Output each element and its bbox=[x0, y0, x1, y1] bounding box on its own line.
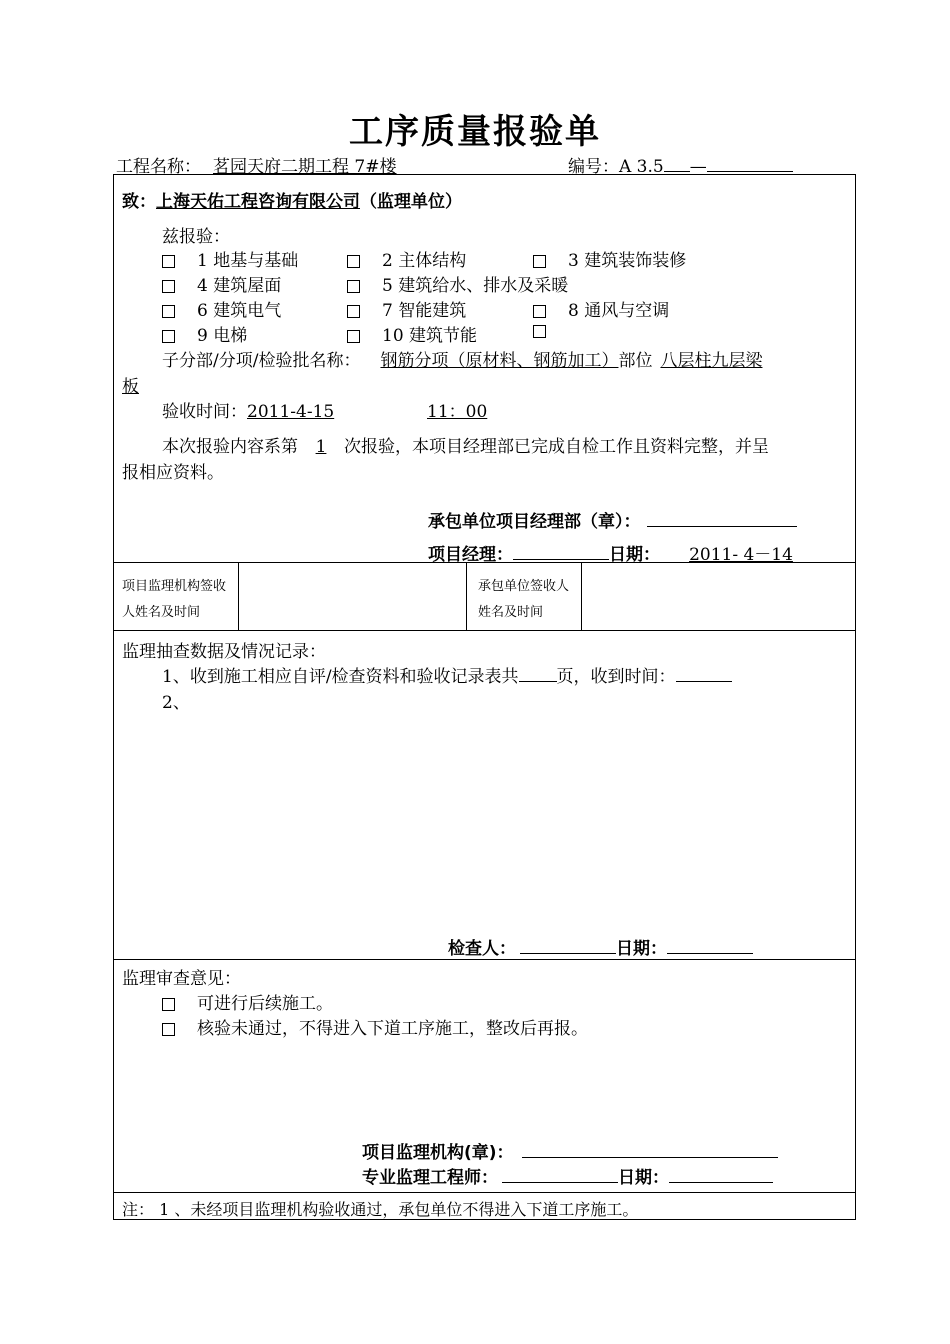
supervision-org-blank bbox=[522, 1141, 778, 1158]
engineer-date-blank bbox=[669, 1166, 773, 1183]
accept-time-row bbox=[162, 397, 532, 422]
checkbox-item-7[interactable]: 7 智能建筑 bbox=[347, 296, 466, 321]
location-value-1: 八层柱九层梁 bbox=[660, 351, 763, 371]
accept-clock: 11：00 bbox=[427, 402, 488, 422]
addressee-suffix: （监理单位） bbox=[360, 192, 462, 212]
page-count-blank bbox=[519, 665, 557, 682]
review-option-1[interactable]: 可进行后续施工。 bbox=[162, 989, 333, 1014]
accept-time-label: 验收时间： bbox=[162, 402, 247, 422]
checkbox-item-5[interactable]: 5 建筑给水、排水及采暖 bbox=[347, 271, 568, 296]
divider-section2 bbox=[113, 959, 855, 960]
engineer-label: 专业监理工程师： bbox=[362, 1168, 498, 1188]
inspector-date-blank bbox=[667, 937, 753, 954]
page-title: 工序质量报验单 bbox=[349, 112, 601, 152]
checkbox-icon[interactable] bbox=[347, 305, 360, 318]
checkbox-icon[interactable] bbox=[162, 255, 175, 268]
contractor-receiver-cell[interactable] bbox=[582, 563, 854, 629]
subitem-row bbox=[162, 346, 762, 371]
checkbox-icon[interactable] bbox=[162, 305, 175, 318]
table-right-border bbox=[855, 174, 856, 1220]
report-text-row-2: 报相应资料。 bbox=[122, 463, 224, 483]
engineer-date-label: 日期： bbox=[618, 1168, 669, 1188]
manager-row bbox=[428, 540, 822, 565]
inspector-date-label: 日期： bbox=[616, 939, 667, 959]
checkbox-item-9[interactable]: 9 电梯 bbox=[162, 321, 247, 346]
manager-date-label: 日期： bbox=[609, 545, 660, 565]
checkbox-item-2[interactable]: 2 主体结构 bbox=[347, 246, 466, 271]
checkbox-item-6[interactable]: 6 建筑电气 bbox=[162, 296, 281, 321]
manager-label: 项目经理： bbox=[428, 545, 513, 565]
supervision-receiver-cell[interactable] bbox=[239, 563, 465, 629]
number-label: 编号： bbox=[568, 157, 619, 177]
location-label: 部位 bbox=[618, 351, 653, 371]
checkbox-icon[interactable] bbox=[347, 255, 360, 268]
checkbox-icon[interactable] bbox=[162, 330, 175, 343]
number-blank-2 bbox=[707, 155, 793, 172]
addressee-row bbox=[122, 187, 462, 212]
number-prefix: A 3.5 bbox=[619, 157, 664, 177]
checkbox-icon[interactable] bbox=[347, 280, 360, 293]
checkbox-icon[interactable] bbox=[162, 1023, 175, 1036]
inspector-blank bbox=[520, 937, 616, 954]
divider-section3 bbox=[113, 1192, 855, 1193]
checkbox-item-11[interactable] bbox=[533, 321, 568, 341]
supervision-org-label: 项目监理机构(章)： bbox=[362, 1143, 514, 1163]
inspector-row bbox=[448, 934, 753, 959]
engineer-row bbox=[362, 1163, 773, 1188]
checkbox-icon[interactable] bbox=[162, 280, 175, 293]
inspection-line-1: 1、收到施工相应自评/检查资料和验收记录表共 页，收到时间： bbox=[162, 662, 732, 687]
checkbox-item-10[interactable]: 10 建筑节能 bbox=[347, 321, 477, 346]
inspection-heading: 监理抽查数据及情况记录： bbox=[122, 642, 326, 662]
number-blank-1 bbox=[664, 155, 690, 172]
checkbox-icon[interactable] bbox=[347, 330, 360, 343]
divider-sign-row bbox=[113, 630, 855, 631]
checkbox-item-3[interactable]: 3 建筑装饰装修 bbox=[533, 246, 686, 271]
manager-blank bbox=[513, 543, 609, 560]
contractor-dept-label: 承包单位项目经理部（章）： bbox=[428, 512, 641, 532]
location-row-2 bbox=[122, 372, 149, 397]
sign-row-divider-2 bbox=[466, 562, 467, 630]
contractor-dept-blank bbox=[647, 510, 797, 527]
subitem-value: 钢筋分项（原材料、钢筋加工） bbox=[380, 351, 619, 371]
checkbox-icon[interactable] bbox=[533, 255, 546, 268]
report-text-row-1: 本次报验内容系第 1 次报验，本项目经理部已完成自检工作且资料完整，并呈 bbox=[162, 437, 769, 457]
checkbox-item-1[interactable]: 1 地基与基础 bbox=[162, 246, 298, 271]
review-option-2[interactable]: 核验未通过，不得进入下道工序施工，整改后再报。 bbox=[162, 1014, 588, 1039]
addressee-company: 上海天佑工程咨询有限公司 bbox=[156, 192, 360, 212]
inspector-label: 检查人： bbox=[448, 939, 516, 959]
contractor-dept-row bbox=[428, 507, 797, 532]
table-left-border bbox=[113, 174, 114, 1220]
report-count: 1 bbox=[315, 437, 327, 457]
project-label: 工程名称： bbox=[116, 157, 201, 177]
supervision-receiver-label: 项目监理机构签收人姓名及时间 bbox=[122, 579, 227, 620]
review-heading: 监理审查意见： bbox=[122, 969, 241, 989]
report-intro: 兹报验： bbox=[162, 227, 230, 247]
addressee-prefix: 致： bbox=[122, 192, 156, 212]
contractor-receiver-label: 承包单位签收人姓名及时间 bbox=[478, 579, 570, 620]
receive-time-blank bbox=[676, 665, 732, 682]
accept-date: 2011-4-15 bbox=[247, 402, 335, 422]
checkbox-icon[interactable] bbox=[162, 998, 175, 1011]
inspection-line-2: 2、 bbox=[162, 693, 190, 713]
footer-note: 注： 1 、未经项目监理机构验收通过，承包单位不得进入下道工序施工。 bbox=[122, 1200, 639, 1219]
checkbox-item-4[interactable]: 4 建筑屋面 bbox=[162, 271, 281, 296]
project-name: 茗园天府二期工程 7#楼 bbox=[213, 157, 397, 177]
table-top-border bbox=[113, 174, 855, 175]
manager-date-value: 2011- 4－14 bbox=[689, 545, 793, 565]
supervision-org-row bbox=[362, 1138, 778, 1163]
checkbox-icon[interactable] bbox=[533, 305, 546, 318]
location-value-2: 板 bbox=[122, 377, 139, 397]
subitem-label: 子分部/分项/检验批名称： bbox=[162, 351, 361, 371]
number-dash: — bbox=[689, 157, 707, 177]
engineer-blank bbox=[502, 1166, 618, 1183]
checkbox-icon[interactable] bbox=[533, 325, 546, 338]
checkbox-item-8[interactable]: 8 通风与空调 bbox=[533, 296, 669, 321]
